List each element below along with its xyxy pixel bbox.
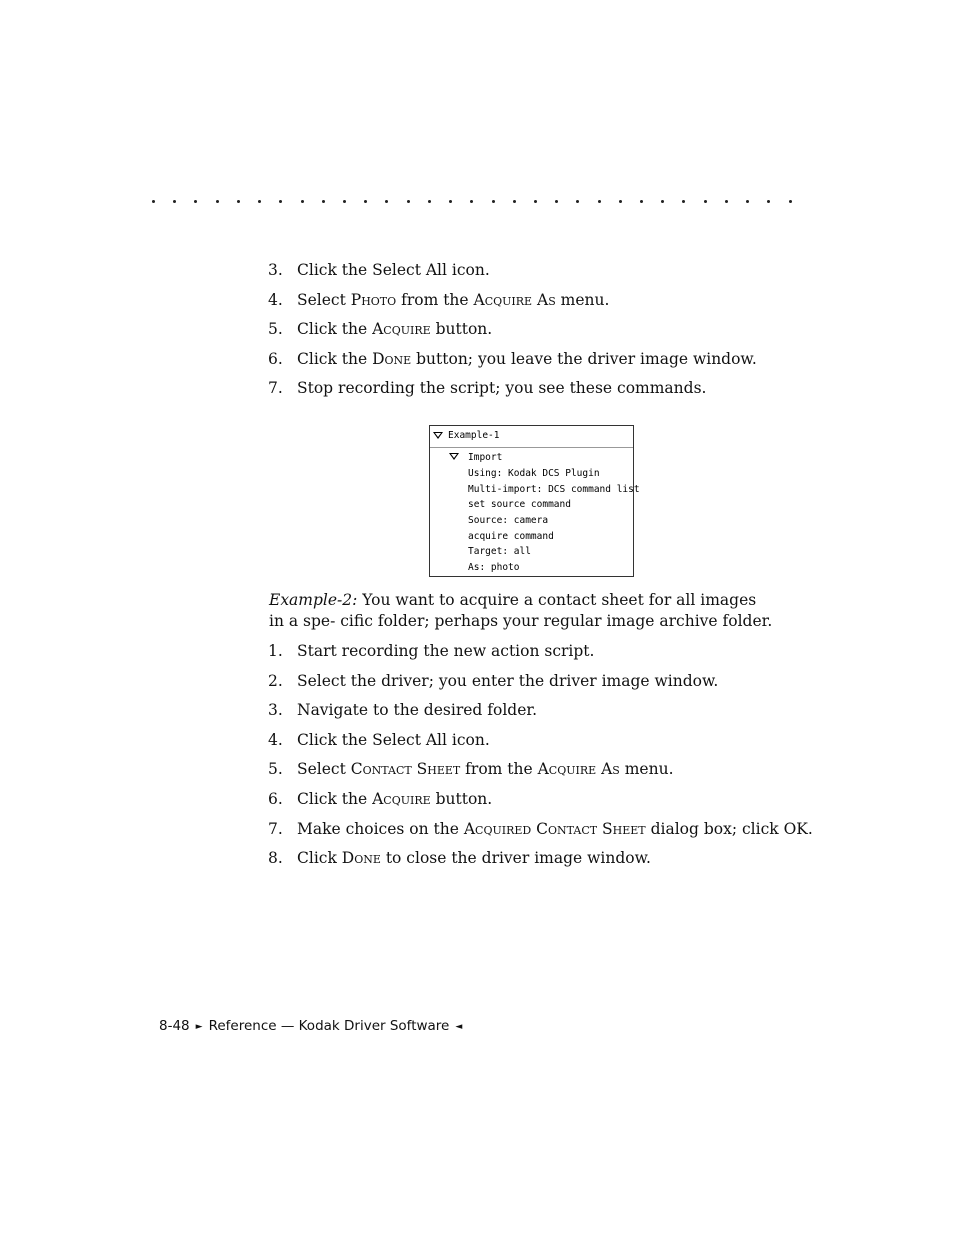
step-text	[297, 819, 813, 839]
script-command: set source command	[468, 499, 571, 510]
step-text	[297, 759, 674, 779]
script-command: Multi-import: DCS command list	[468, 484, 640, 495]
step-text-part: Click	[297, 849, 342, 868]
page-number: 8-48	[159, 1018, 190, 1034]
step-text	[297, 730, 490, 750]
ui-term: Acquire	[372, 320, 431, 339]
action-script-screenshot	[429, 425, 640, 577]
step-number: 8.	[268, 849, 283, 868]
step-number: 1.	[268, 642, 283, 660]
step-text-part: Start recording the new action script.	[297, 642, 595, 660]
script-command: acquire command	[468, 531, 554, 542]
step-text	[297, 671, 718, 691]
page-footer	[159, 1017, 468, 1037]
example-paragraph	[269, 590, 774, 632]
step-text	[297, 260, 490, 280]
ui-term: Acquired Contact Sheet	[463, 819, 646, 838]
step-text	[297, 349, 757, 369]
step-number: 4.	[268, 290, 283, 309]
step-text	[297, 789, 492, 809]
step-text	[297, 700, 537, 720]
arrow-right-icon: ►	[195, 1022, 203, 1032]
script-title: Example-1	[448, 430, 500, 441]
ui-term: Done	[372, 349, 412, 368]
step-text-part: Click the	[297, 320, 373, 339]
disclosure-triangle-icon	[433, 432, 443, 439]
step-text-part: to close the driver image window.	[380, 849, 651, 868]
step-number: 6.	[268, 349, 283, 368]
step-text-part: Click the	[297, 789, 373, 808]
script-command: Source: camera	[468, 515, 549, 526]
step-text-part: button.	[430, 320, 493, 339]
step-text-part: Select	[297, 290, 351, 309]
step-text-part: button; you leave the driver image window.	[411, 349, 757, 368]
example-label: Example-2:	[269, 591, 358, 609]
ui-term: Acquire As	[473, 290, 556, 309]
step-text-part: Click the Select All icon.	[297, 730, 490, 749]
step-number: 7.	[268, 379, 283, 398]
step-text-part: menu.	[555, 290, 610, 309]
step-text-part: dialog box; click OK.	[645, 819, 813, 838]
step-text-part: Navigate to the desired folder.	[297, 701, 538, 720]
step-number: 2.	[268, 671, 283, 690]
script-command: Target: all	[468, 546, 531, 557]
footer-title: Reference — Kodak Driver Software	[208, 1018, 450, 1034]
ui-term: Done	[341, 849, 381, 868]
step-text-part: Select the driver; you enter the driver image window.	[297, 671, 719, 690]
script-group: Import	[468, 452, 503, 463]
step-text-part: Click the	[297, 349, 373, 368]
dotted-rule	[152, 200, 792, 203]
step-text	[297, 290, 609, 310]
step-number: 7.	[268, 819, 283, 838]
step-number: 4.	[268, 730, 283, 749]
step-number: 5.	[268, 320, 283, 339]
step-text	[297, 319, 492, 339]
step-number: 3.	[268, 261, 283, 279]
step-text-part: Click the Select All icon.	[297, 261, 490, 279]
script-command: Using: Kodak DCS Plugin	[468, 468, 600, 479]
arrow-left-icon: ◄	[455, 1022, 463, 1032]
disclosure-triangle-icon	[449, 453, 459, 460]
step-text-part: Stop recording the script; you see these commands.	[297, 379, 707, 398]
step-text-part: Make choices on the	[297, 819, 464, 838]
ui-term: Contact Sheet	[350, 760, 461, 779]
ui-term: Photo	[350, 290, 397, 309]
ui-term: Acquire	[372, 789, 431, 808]
step-text-part: button.	[430, 789, 493, 808]
step-number: 5.	[268, 760, 283, 779]
step-number: 6.	[268, 789, 283, 808]
ui-term: Acquire As	[537, 760, 620, 779]
step-number: 3.	[268, 701, 283, 720]
step-text-part: menu.	[619, 760, 674, 779]
step-text	[297, 641, 594, 661]
script-command: As: photo	[468, 562, 520, 573]
step-text-part: Select	[297, 760, 351, 779]
step-text-part: from the	[396, 290, 474, 309]
step-text	[297, 378, 706, 398]
step-text	[297, 848, 651, 868]
step-text-part: from the	[460, 760, 538, 779]
script-header	[430, 426, 633, 448]
example-text: You want to acquire a contact sheet for all images in a spe- cific folder; perhaps your regular image archive folder.	[269, 591, 773, 630]
